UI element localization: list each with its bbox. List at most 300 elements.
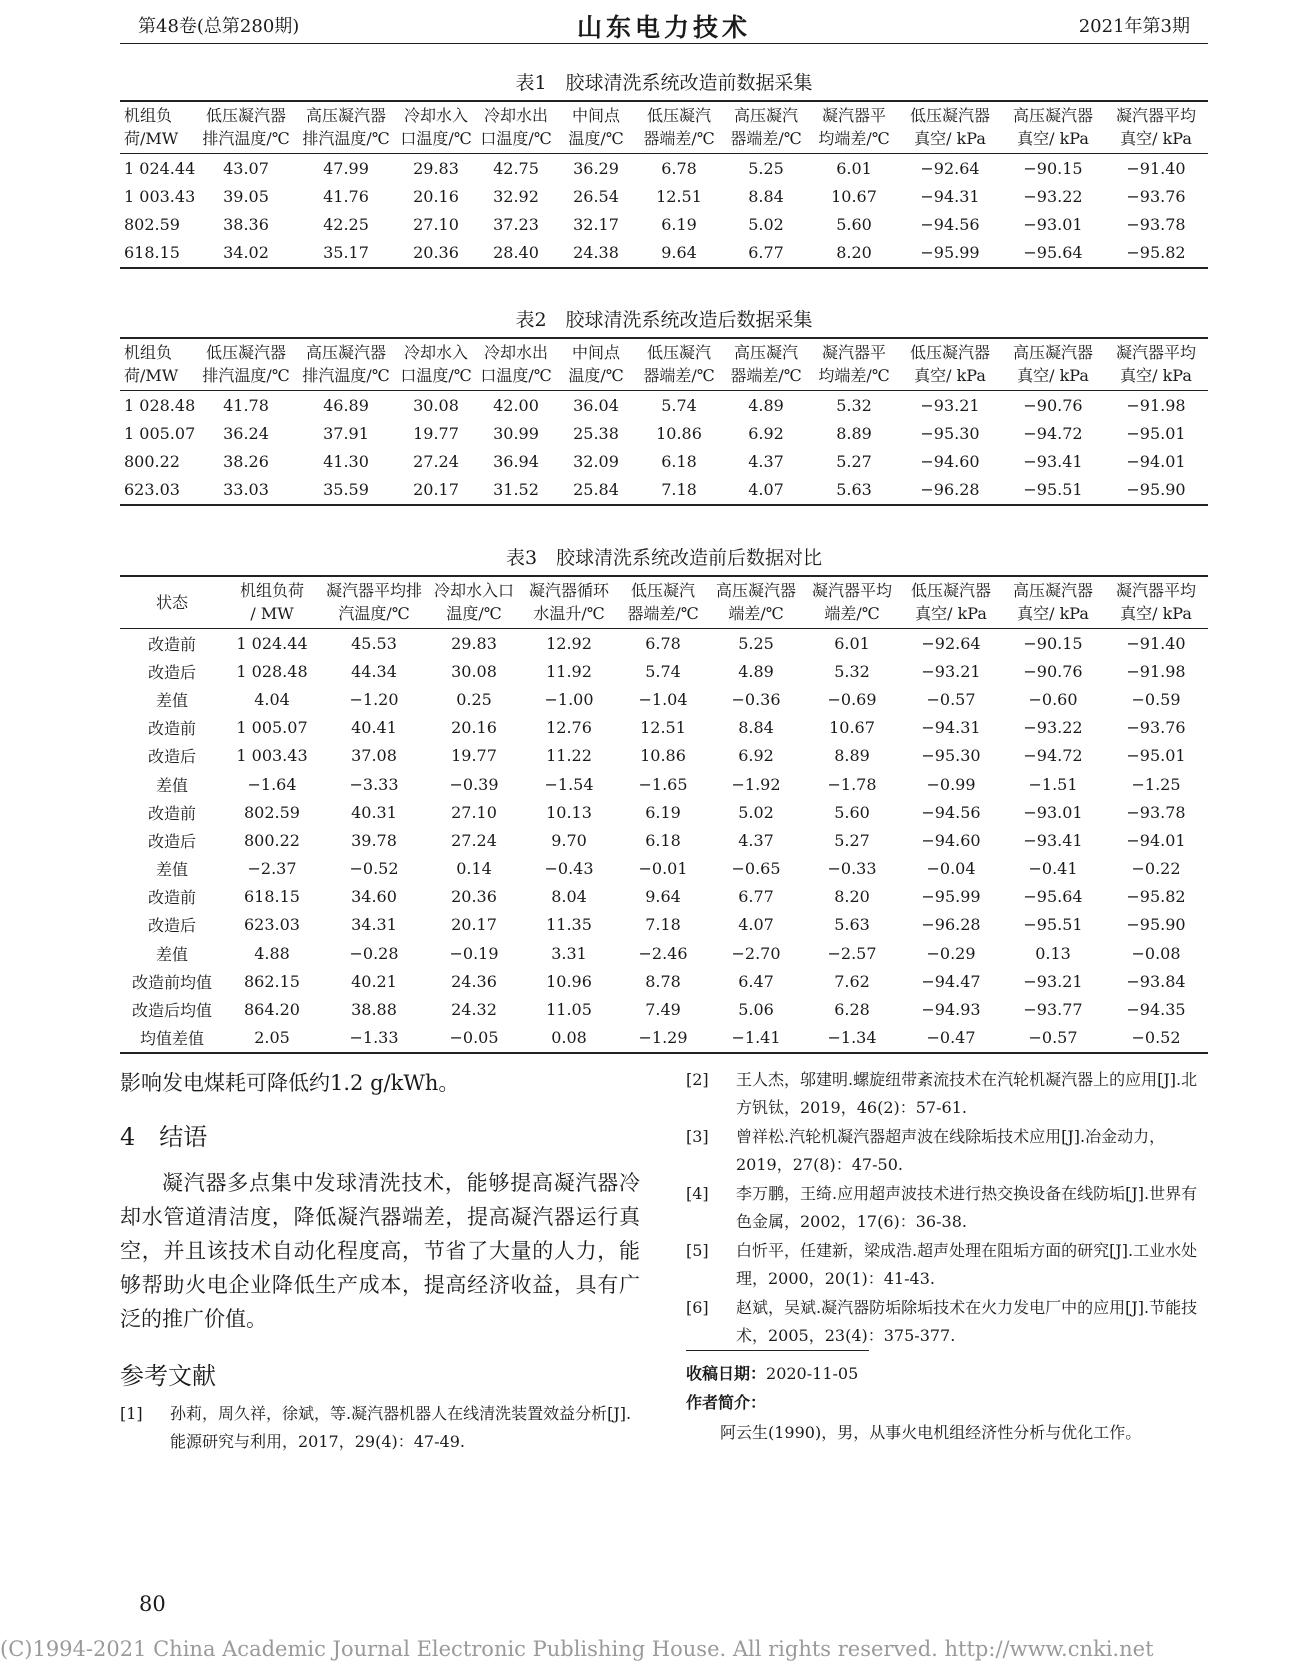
table-cell: 36.94 <box>493 451 539 471</box>
reference-text: 赵斌，吴斌.凝汽器防垢除垢技术在火力发电厂中的应用[J].节能技术，2005，23(4)：375-377. <box>736 1298 1198 1345</box>
table-cell: −91.98 <box>1126 395 1186 415</box>
received-date <box>686 1361 858 1384</box>
table-cell: −95.99 <box>898 239 1002 268</box>
table-cell: −94.60 <box>921 830 981 850</box>
table-cell: −95.99 <box>921 887 981 907</box>
table-cell: 6.92 <box>738 746 774 766</box>
table-cell: 28.40 <box>476 239 556 268</box>
table-cell: 26.54 <box>573 186 619 206</box>
column-header <box>722 338 810 391</box>
table-cell: −1.64 <box>247 774 297 794</box>
table-cell: 6.78 <box>661 158 697 178</box>
table-cell: 32.92 <box>493 186 539 206</box>
table-cell: 25.38 <box>573 423 619 443</box>
table-row <box>120 742 1208 770</box>
table-cell: 11.22 <box>546 746 592 766</box>
table-cell: −96.28 <box>921 915 981 935</box>
column-header-line: 凝汽器平均排 <box>325 581 422 600</box>
column-header-line: 高压凝汽器 <box>305 343 386 362</box>
reference-item <box>120 1400 642 1456</box>
table-cell: 1 003.43 <box>236 746 308 766</box>
table-cell: 24.38 <box>556 239 636 268</box>
table-cell: −0.60 <box>1028 689 1078 709</box>
table-cell: −96.28 <box>898 476 1002 505</box>
table-cell: 6.28 <box>834 1000 870 1020</box>
table-cell: −95.90 <box>1104 476 1208 505</box>
column-header-line: 口温度/℃ <box>400 129 472 148</box>
column-header-line: 高压凝汽 <box>733 343 798 362</box>
table-cell: 差值 <box>155 775 188 795</box>
table-cell: 623.03 <box>244 915 300 935</box>
table-cell: −94.31 <box>920 186 980 206</box>
table-cell: 12.76 <box>546 718 592 738</box>
table2 <box>120 337 1208 506</box>
table-cell: −0.65 <box>731 859 781 879</box>
column-header <box>722 101 810 154</box>
table-cell: −94.56 <box>920 214 980 234</box>
table-cell: 5.63 <box>810 476 898 505</box>
table-cell: −95.64 <box>1002 239 1104 268</box>
author-label-text: 作者简介： <box>686 1393 767 1412</box>
table-cell: 均值差值 <box>120 1024 224 1053</box>
table-cell: 9.64 <box>636 239 722 268</box>
table-cell: 5.06 <box>738 1000 774 1020</box>
table-cell: 5.63 <box>834 915 870 935</box>
author-label <box>686 1390 766 1413</box>
table-cell: 11.92 <box>546 661 592 681</box>
table-cell: 3.31 <box>551 943 587 963</box>
table-cell: 19.77 <box>451 746 497 766</box>
table-cell: −1.20 <box>349 689 399 709</box>
table-cell: −95.30 <box>920 423 980 443</box>
column-header-line: 高压凝汽器 <box>1012 581 1093 600</box>
table-cell: 1 028.48 <box>124 395 196 415</box>
table-cell: −1.51 <box>1028 774 1078 794</box>
column-header <box>810 101 898 154</box>
table-cell: −91.40 <box>1126 158 1186 178</box>
table-cell: −1.65 <box>638 774 688 794</box>
table-cell: 12.92 <box>546 633 592 653</box>
table-cell: 24.36 <box>451 971 497 991</box>
column-header-line: 真空/ kPa <box>914 366 986 385</box>
table-cell: 0.14 <box>456 859 492 879</box>
table-cell: 36.24 <box>223 423 269 443</box>
table-cell: 8.20 <box>810 239 898 268</box>
column-header <box>196 101 296 154</box>
table-cell: 37.08 <box>351 746 397 766</box>
table-row <box>120 826 1208 854</box>
table-cell: 37.23 <box>493 214 539 234</box>
table-row <box>120 967 1208 995</box>
table1-caption: 表1 胶球清洗系统改造前数据采集 <box>515 72 813 94</box>
table-cell: 6.77 <box>722 239 810 268</box>
column-header-line: 真空/ kPa <box>1017 366 1089 385</box>
table-cell: 5.32 <box>834 661 870 681</box>
table-cell: 改造前 <box>147 888 196 908</box>
table-row <box>120 798 1208 826</box>
table-cell: 34.02 <box>196 239 296 268</box>
table-cell: 4.89 <box>748 395 784 415</box>
table-cell: 33.03 <box>196 476 296 505</box>
table-cell: −93.78 <box>1126 214 1186 234</box>
table-cell: −0.01 <box>638 859 688 879</box>
reference-item <box>686 1123 1210 1179</box>
column-header-line: 温度/℃ <box>568 366 624 385</box>
column-header-line: / MW <box>250 604 294 623</box>
table-cell: 改造后 <box>147 916 196 936</box>
table-cell: 27.10 <box>413 214 459 234</box>
table-cell: 42.25 <box>323 214 369 234</box>
table-cell: 改造后 <box>147 662 196 682</box>
column-header-line: 凝汽器循环 <box>528 581 609 600</box>
column-header-line: 低压凝汽器 <box>910 581 991 600</box>
table-cell: −2.37 <box>247 859 297 879</box>
column-header <box>1002 338 1104 391</box>
carry-over-line: 影响发电煤耗可降低约1.2 g/kWh。 <box>120 1071 460 1095</box>
reference-text: 白忻平，任建新，梁成浩.超声处理在阻垢方面的研究[J].工业水处理，2000，20(1)：41-43. <box>736 1241 1198 1288</box>
table-cell: −1.29 <box>618 1024 708 1053</box>
column-header-line: 低压凝汽 <box>646 343 711 362</box>
table-cell: 45.53 <box>351 633 397 653</box>
table-cell: 40.31 <box>351 802 397 822</box>
column-header-line: 器端差/℃ <box>627 604 699 623</box>
table-cell: −0.57 <box>926 689 976 709</box>
table-cell: 1 024.44 <box>124 158 196 178</box>
reference-item <box>686 1237 1210 1293</box>
table3-caption: 表3 胶球清洗系统改造前后数据对比 <box>505 547 823 569</box>
table1 <box>120 100 1208 269</box>
table-cell: 32.09 <box>573 451 619 471</box>
table-cell: −0.43 <box>544 859 594 879</box>
column-header <box>1002 101 1104 154</box>
table-cell: 10.86 <box>640 746 686 766</box>
table-cell: −94.31 <box>921 718 981 738</box>
table-cell: 1 028.48 <box>236 661 308 681</box>
column-header-line: 排汽温度/℃ <box>302 129 390 148</box>
column-header-line: 真空/ kPa <box>1120 604 1192 623</box>
table-cell: 4.07 <box>722 476 810 505</box>
table-cell: 42.00 <box>493 395 539 415</box>
column-header-line: 冷却水入 <box>403 106 468 125</box>
column-header-line: 均端差/℃ <box>818 366 890 385</box>
table-cell: −95.51 <box>1002 476 1104 505</box>
table-cell: 37.91 <box>323 423 369 443</box>
table-cell: −94.01 <box>1126 830 1186 850</box>
table-cell: 差值 <box>155 860 188 880</box>
table-cell: −2.57 <box>827 943 877 963</box>
table-cell: −91.98 <box>1126 661 1186 681</box>
running-header <box>120 8 1208 44</box>
table-cell: 31.52 <box>476 476 556 505</box>
table-cell: −94.56 <box>921 802 981 822</box>
table-cell: 5.25 <box>748 158 784 178</box>
footnote-rule <box>686 1350 869 1351</box>
table-cell: 40.21 <box>351 971 397 991</box>
table-cell: 9.70 <box>551 830 587 850</box>
column-header-line: 冷却水入口 <box>433 581 514 600</box>
table-cell: 改造前 <box>147 634 196 654</box>
table-cell: 12.51 <box>640 718 686 738</box>
column-header-line: 真空/ kPa <box>1017 129 1089 148</box>
table-cell: −0.28 <box>349 943 399 963</box>
table-cell: 32.17 <box>573 214 619 234</box>
table-cell: 862.15 <box>244 971 300 991</box>
column-header <box>810 338 898 391</box>
table-cell: 34.31 <box>351 915 397 935</box>
column-header <box>476 338 556 391</box>
table-cell: 20.16 <box>413 186 459 206</box>
conclusion-paragraph: 凝汽器多点集中发球清洗技术，能够提高凝汽器冷却水管道清洁度，降低凝汽器端差，提高凝汽器运行真空，并且该技术自动化程度高，节省了大量的人力，能够帮助火电企业降低生产成本，提高经济收益，具有广泛的推广价值。 <box>120 1171 640 1331</box>
table-cell: 39.05 <box>223 186 269 206</box>
table-cell: 5.32 <box>836 395 872 415</box>
column-header-line: 中间点 <box>571 106 620 125</box>
table-cell: −92.64 <box>920 158 980 178</box>
table-row <box>120 182 1208 210</box>
table-cell: −0.69 <box>827 689 877 709</box>
table-cell: −2.70 <box>731 943 781 963</box>
header-rule <box>120 43 1208 44</box>
table-cell: 6.01 <box>834 633 870 653</box>
table-cell: 11.05 <box>546 1000 592 1020</box>
table-cell: 6.47 <box>738 971 774 991</box>
reference-number: [4] <box>686 1184 709 1203</box>
table-cell: 改造前 <box>147 803 196 823</box>
table-cell: 19.77 <box>413 423 459 443</box>
table-cell: −0.52 <box>349 859 399 879</box>
table-cell: −91.40 <box>1126 633 1186 653</box>
table-cell: −93.21 <box>920 395 980 415</box>
column-header-line: 排汽温度/℃ <box>202 129 290 148</box>
table-cell: 44.34 <box>351 661 397 681</box>
table-cell: 改造前均值 <box>131 972 212 992</box>
table-cell: −0.36 <box>731 689 781 709</box>
author-bio: 阿云生(1990)，男，从事火电机组经济性分析与优化工作。 <box>720 1423 1142 1442</box>
table-cell: 5.02 <box>738 802 774 822</box>
column-header-line: 温度/℃ <box>446 604 502 623</box>
table-cell: 623.03 <box>120 476 196 505</box>
table-cell: 6.18 <box>661 451 697 471</box>
table-cell: 34.60 <box>351 887 397 907</box>
table-cell: −93.76 <box>1126 186 1186 206</box>
column-header-line: 低压凝汽 <box>630 581 695 600</box>
column-header-line: 机组负 <box>124 106 173 125</box>
table-row <box>120 911 1208 939</box>
table-cell: 4.89 <box>738 661 774 681</box>
reference-item <box>686 1180 1210 1236</box>
column-header <box>556 338 636 391</box>
table-cell: 7.49 <box>645 1000 681 1020</box>
column-header-line: 高压凝汽器 <box>1012 106 1093 125</box>
table-row <box>120 154 1208 183</box>
table-cell: −1.78 <box>827 774 877 794</box>
table-cell: 6.19 <box>661 214 697 234</box>
table-cell: −1.34 <box>804 1024 900 1053</box>
table-cell: 35.59 <box>296 476 396 505</box>
reference-number: [5] <box>686 1241 709 1260</box>
table-cell: −1.92 <box>731 774 781 794</box>
table-cell: 9.64 <box>645 887 681 907</box>
table-cell: −0.33 <box>827 859 877 879</box>
column-header <box>636 338 722 391</box>
table-cell: 802.59 <box>244 802 300 822</box>
column-header-line: 高压凝汽 <box>733 106 798 125</box>
table-cell: 4.37 <box>738 830 774 850</box>
table-cell: −93.21 <box>921 661 981 681</box>
column-header <box>296 338 396 391</box>
table-cell: −1.33 <box>320 1024 428 1053</box>
table-row <box>120 939 1208 967</box>
column-header-line: 高压凝汽器 <box>715 581 796 600</box>
page-number: 80 <box>139 1592 166 1616</box>
table-cell: 40.41 <box>351 718 397 738</box>
column-header-line: 口温度/℃ <box>480 366 552 385</box>
table-cell: 41.78 <box>223 395 269 415</box>
column-header-line: 低压凝汽器 <box>205 343 286 362</box>
table-cell: 24.32 <box>451 1000 497 1020</box>
column-header <box>636 101 722 154</box>
table-cell: 12.51 <box>656 186 702 206</box>
column-header <box>224 576 320 629</box>
column-header-line: 低压凝汽 <box>646 106 711 125</box>
column-header-line: 口温度/℃ <box>400 366 472 385</box>
table-cell: −95.30 <box>921 746 981 766</box>
column-header <box>428 576 520 629</box>
table-cell: −0.19 <box>449 943 499 963</box>
table-cell: 4.37 <box>748 451 784 471</box>
table-cell: 802.59 <box>124 214 180 234</box>
table-row <box>120 995 1208 1023</box>
table-cell: −95.01 <box>1126 746 1186 766</box>
column-header-line: 器端差/℃ <box>730 129 802 148</box>
column-header-line: 低压凝汽器 <box>205 106 286 125</box>
column-header <box>900 576 1002 629</box>
column-header <box>120 101 196 154</box>
table-cell: −93.21 <box>1023 971 1083 991</box>
table-cell: 20.17 <box>451 915 497 935</box>
table-cell: 46.89 <box>323 395 369 415</box>
column-header <box>556 101 636 154</box>
table-cell: −93.77 <box>1023 1000 1083 1020</box>
table-cell: 11.35 <box>546 915 592 935</box>
table3 <box>120 575 1208 1054</box>
column-header-line: 器端差/℃ <box>643 366 715 385</box>
column-header <box>396 101 476 154</box>
table-cell: −1.00 <box>544 689 594 709</box>
column-header-line: 排汽温度/℃ <box>302 366 390 385</box>
column-header <box>196 338 296 391</box>
table-cell: −95.01 <box>1126 423 1186 443</box>
table-cell: −93.01 <box>1023 802 1083 822</box>
table-row <box>120 883 1208 911</box>
table-cell: 36.04 <box>573 395 619 415</box>
table-header-row <box>120 576 1208 629</box>
column-header-line: 冷却水入 <box>403 343 468 362</box>
table-cell: −93.78 <box>1126 802 1186 822</box>
column-header-line: 凝汽器平均 <box>1115 581 1196 600</box>
references-heading: 参考文献 <box>120 1362 216 1390</box>
column-header <box>1104 576 1208 629</box>
table-cell: 27.24 <box>413 451 459 471</box>
table-cell: 8.20 <box>834 887 870 907</box>
column-header-line: 真空/ kPa <box>1017 604 1089 623</box>
table-cell: 4.07 <box>738 915 774 935</box>
table-cell: 38.26 <box>223 451 269 471</box>
reference-item <box>686 1294 1210 1350</box>
table-cell: −95.82 <box>1104 239 1208 268</box>
table-cell: 41.30 <box>323 451 369 471</box>
table-row <box>120 210 1208 238</box>
table-cell: −93.22 <box>1023 186 1083 206</box>
column-header <box>708 576 804 629</box>
table-cell: −94.47 <box>921 971 981 991</box>
column-header-line: 状态 <box>155 592 188 612</box>
table-cell: 618.15 <box>244 887 300 907</box>
table-cell: −0.08 <box>1131 943 1181 963</box>
table-cell: 6.77 <box>738 887 774 907</box>
table-cell: −93.22 <box>1023 718 1083 738</box>
column-header <box>618 576 708 629</box>
reference-text: 曾祥松.汽轮机凝汽器超声波在线除垢技术应用[J].冶金动力，2019，27(8)：47-50. <box>736 1127 1166 1174</box>
table-cell: 5.27 <box>834 830 870 850</box>
table-row <box>120 714 1208 742</box>
table-cell: 20.17 <box>396 476 476 505</box>
table-cell: 差值 <box>155 690 188 710</box>
table-cell: −94.93 <box>921 1000 981 1020</box>
table-cell: 5.02 <box>748 214 784 234</box>
table-cell: 20.16 <box>451 718 497 738</box>
table-cell: −0.39 <box>449 774 499 794</box>
table-cell: 5.60 <box>834 802 870 822</box>
table-cell: −1.54 <box>544 774 594 794</box>
table-cell: 8.78 <box>645 971 681 991</box>
table-row <box>120 855 1208 883</box>
table-cell: −1.25 <box>1131 774 1181 794</box>
table-cell: 38.88 <box>351 1000 397 1020</box>
table-cell: 29.83 <box>451 633 497 653</box>
column-header-line: 低压凝汽器 <box>909 343 990 362</box>
reference-item <box>686 1066 1210 1122</box>
column-header-line: 冷却水出 <box>483 106 548 125</box>
column-header-line: 均端差/℃ <box>818 129 890 148</box>
table-cell: −90.76 <box>1023 661 1083 681</box>
table-cell: −94.35 <box>1126 1000 1186 1020</box>
table-cell: 20.36 <box>451 887 497 907</box>
column-header <box>476 101 556 154</box>
table-cell: −0.22 <box>1131 859 1181 879</box>
table-cell: 10.67 <box>829 718 875 738</box>
table-cell: 30.99 <box>493 423 539 443</box>
reference-number: [6] <box>686 1298 709 1317</box>
header-issue: 2021年第3期 <box>1078 16 1190 37</box>
column-header <box>804 576 900 629</box>
table-cell: −90.15 <box>1023 158 1083 178</box>
column-header-line: 器端差/℃ <box>643 129 715 148</box>
table-cell: −94.72 <box>1023 746 1083 766</box>
table-cell: 7.18 <box>645 915 681 935</box>
table-cell: −0.59 <box>1131 689 1181 709</box>
table2-caption: 表2 胶球清洗系统改造后数据采集 <box>515 309 813 331</box>
table-cell: 10.96 <box>546 971 592 991</box>
table-cell: −94.72 <box>1023 423 1083 443</box>
table-row <box>120 629 1208 658</box>
received-value: 2020-11-05 <box>766 1364 859 1383</box>
column-header-line: 荷/MW <box>124 366 179 385</box>
column-header-line: 口温度/℃ <box>480 129 552 148</box>
column-header-line: 端差/℃ <box>824 604 880 623</box>
table-cell: 41.76 <box>323 186 369 206</box>
table-cell: −93.41 <box>1023 830 1083 850</box>
table-cell: −93.84 <box>1126 971 1186 991</box>
